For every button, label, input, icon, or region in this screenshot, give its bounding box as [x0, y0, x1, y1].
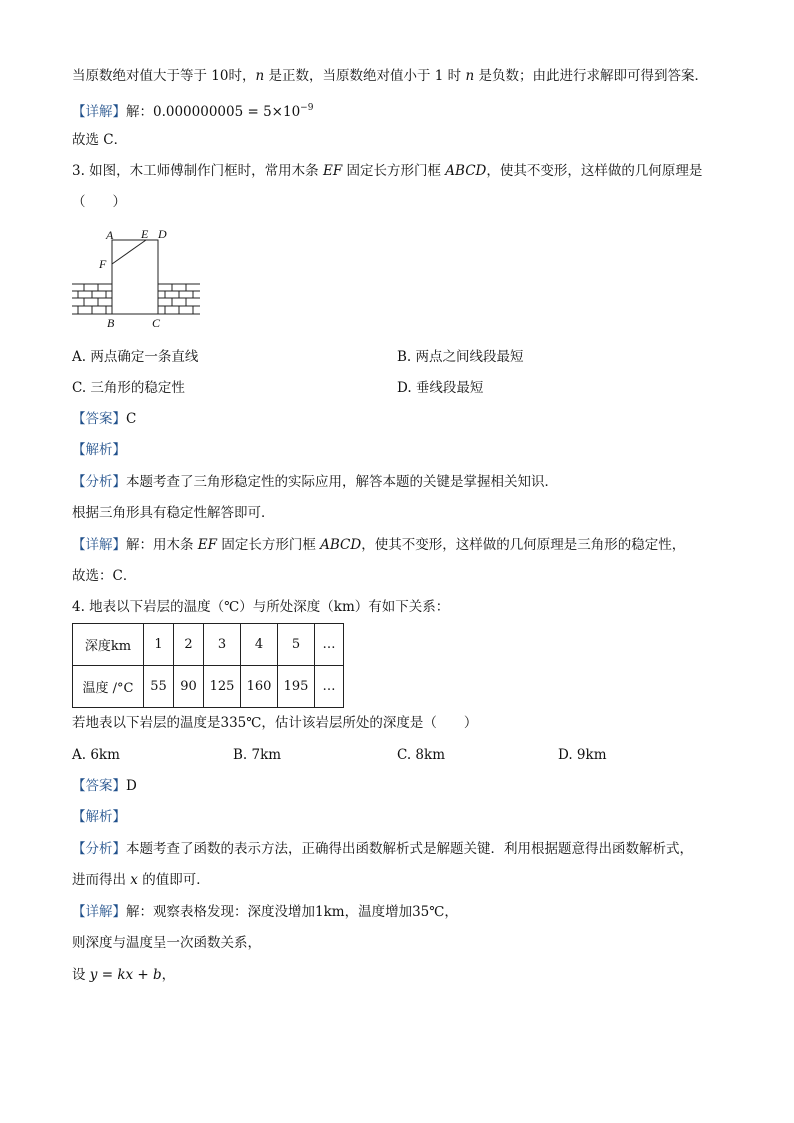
table-cell: 90: [174, 666, 204, 708]
answer-tag: 【答案】: [72, 411, 126, 427]
q3-fenxi-line: [72, 472, 558, 492]
text-segment: 的值即可．: [137, 872, 210, 888]
left-wall: [72, 284, 112, 314]
detail-tag: 【详解】: [72, 537, 126, 553]
table-cell: 160: [241, 666, 278, 708]
q2-detail-line: [72, 98, 313, 122]
var-n: n: [465, 68, 475, 84]
fenxi-text: 本题考查了函数的表示方法，正确得出函数解析式是解题关键．利用根据题意得出函数解析式，: [126, 841, 693, 857]
q3-basis-line: 根据三角形具有稳定性解答即可．: [72, 505, 275, 521]
label-d: D: [158, 227, 167, 241]
text-segment: 当原数绝对值大于等于 10时，: [72, 68, 256, 84]
answer-value: C: [126, 411, 137, 427]
text-segment: ，: [161, 967, 176, 983]
var-n: n: [255, 68, 265, 84]
right-wall: [158, 284, 200, 314]
q3-analysis-tag: 【解析】: [72, 442, 126, 458]
q3-option-d: D. 垂线段最短: [397, 380, 484, 396]
q3-stem-line-2: （ ）: [72, 194, 126, 210]
fenxi-tag: 【分析】: [72, 474, 126, 490]
var-abcd: ABCD: [320, 537, 362, 553]
q2-choose-line: 故选 C．: [72, 132, 128, 148]
detail-text: 解：0.000000005 = 5×10: [126, 104, 301, 120]
q4-question-line: 若地表以下岩层的温度是335℃，估计该岩层所处的深度是（ ）: [72, 715, 478, 731]
text-segment: 固定长方形门框: [342, 163, 446, 179]
q4-option-a: A. 6km: [72, 747, 120, 763]
text-segment: 固定长方形门框: [217, 537, 321, 553]
text-segment: 是负数；由此进行求解即可得到答案．: [474, 68, 708, 84]
q3-option-b: B. 两点之间线段最短: [397, 349, 524, 365]
q4-answer-line: [72, 776, 137, 796]
table-cell: …: [315, 666, 344, 708]
formula: y = kx + b: [89, 967, 162, 983]
q4-fenxi-line-2: [72, 870, 210, 890]
q3-detail-line: [72, 535, 685, 555]
q4-relation-line: 则深度与温度呈一次函数关系，: [72, 935, 261, 951]
table-cell: 4: [241, 624, 278, 666]
table-cell: 125: [204, 666, 241, 708]
fenxi-text: 本题考查了三角形稳定性的实际应用，解答本题的关键是掌握相关知识．: [126, 474, 558, 490]
q3-choose-line: 故选：C．: [72, 568, 137, 584]
door-frame-figure: [70, 226, 204, 330]
table-cell: 深度km: [73, 624, 144, 666]
detail-tag: 【详解】: [72, 904, 126, 920]
text-segment: ，使其不变形，这样做的几何原理是三角形的稳定性，: [361, 537, 686, 553]
label-c: C: [152, 316, 161, 330]
answer-value: D: [126, 778, 137, 794]
table-cell: 5: [278, 624, 315, 666]
q4-option-d: D. 9km: [558, 747, 607, 763]
text-segment: 解：用木条: [126, 537, 198, 553]
label-b: B: [107, 316, 115, 330]
q3-stem-line-1: [72, 161, 702, 181]
fenxi-tag: 【分析】: [72, 841, 126, 857]
exponent: −9: [300, 103, 314, 113]
q4-detail-line: [72, 902, 458, 922]
frame-rect: [112, 240, 158, 314]
text-segment: 是正数，当原数绝对值小于 1 时: [264, 68, 466, 84]
q4-stem-line: 4. 地表以下岩层的温度（℃）与所处深度（km）有如下关系：: [72, 599, 450, 615]
table-cell: 3: [204, 624, 241, 666]
table-cell: 55: [144, 666, 174, 708]
q3-option-a: A. 两点确定一条直线: [72, 349, 199, 365]
q3-option-c: C. 三角形的稳定性: [72, 380, 185, 396]
table-cell: 195: [278, 666, 315, 708]
text-segment: 进而得出: [72, 872, 131, 888]
var-x: x: [130, 872, 138, 888]
text-line-1: [72, 66, 708, 86]
depth-temperature-table: [72, 623, 344, 708]
q4-set-line: [72, 965, 175, 985]
table-row: [73, 666, 344, 708]
table-cell: …: [315, 624, 344, 666]
q4-option-c: C. 8km: [397, 747, 446, 763]
q3-answer-line: [72, 409, 136, 429]
var-ef: EF: [322, 163, 343, 179]
answer-tag: 【答案】: [72, 778, 126, 794]
q4-analysis-tag: 【解析】: [72, 809, 126, 825]
text-segment: 3. 如图，木工师傅制作门框时，常用木条: [72, 163, 323, 179]
brace-ef: [112, 240, 146, 264]
table-row: [73, 624, 344, 666]
label-f: F: [99, 257, 107, 271]
label-a: A: [106, 228, 114, 242]
table-cell: 温度 /°C: [73, 666, 144, 708]
var-abcd: ABCD: [445, 163, 487, 179]
q4-fenxi-line: [72, 839, 693, 859]
table-cell: 2: [174, 624, 204, 666]
q4-option-b: B. 7km: [233, 747, 282, 763]
label-e: E: [141, 227, 149, 241]
detail-text: 解：观察表格发现：深度没增加1km，温度增加35℃，: [126, 904, 458, 920]
text-segment: ，使其不变形，这样做的几何原理是: [486, 163, 703, 179]
text-segment: 设: [72, 967, 90, 983]
detail-tag: 【详解】: [72, 104, 126, 120]
table-cell: 1: [144, 624, 174, 666]
var-ef: EF: [197, 537, 218, 553]
